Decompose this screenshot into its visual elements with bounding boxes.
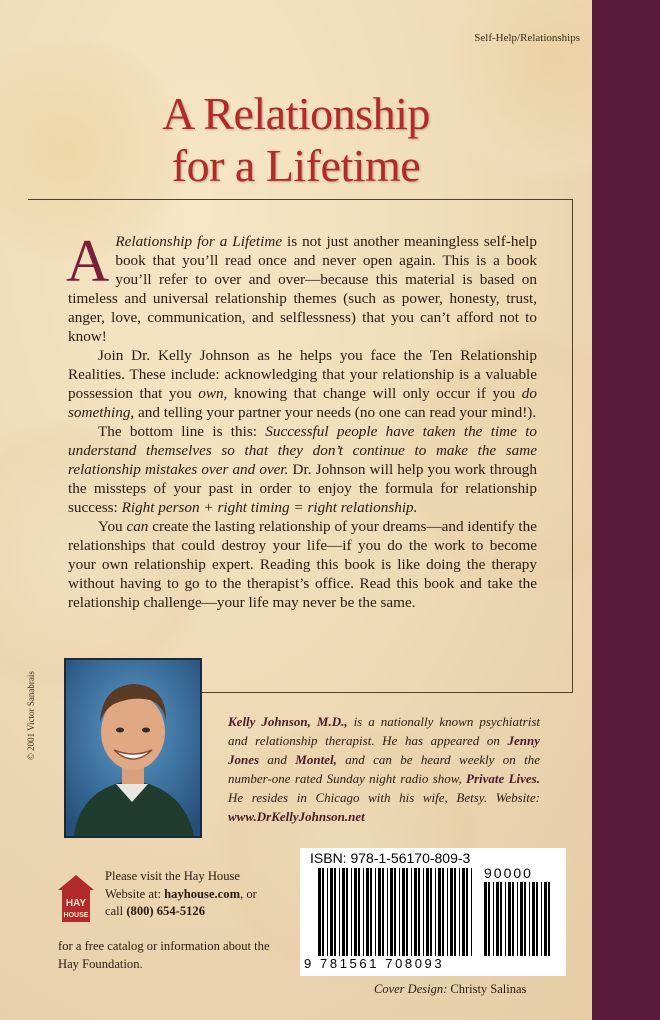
barcode-bar [378, 868, 381, 956]
barcode-bar [322, 868, 324, 956]
bio-text: is a nationally known psychiatrist and relationship therapist. He has appeared on [228, 714, 540, 748]
publisher-info [105, 868, 265, 921]
show-name: Private Lives. [466, 771, 540, 786]
barcode-bar [354, 868, 357, 956]
barcode-bar [346, 868, 348, 956]
barcode-bar [500, 882, 502, 956]
barcode-bar [544, 882, 547, 956]
paragraph-text: create the lasting relationship of your dreams—and identify the relationships that could destroy your life—if you do the work to become your own relationship expert. Reading this book is like doing the therapy without having to go to the therapist’s office. Read this book and take the relationship challenge—your life may never be the same. [68, 518, 537, 611]
isbn-barcode-panel [300, 848, 566, 976]
barcode-bar [548, 882, 550, 956]
barcode-bar [423, 868, 424, 956]
barcode-bar [370, 868, 372, 956]
author-name: Kelly Johnson, M.D., [228, 714, 348, 729]
barcode-bar [418, 868, 420, 956]
barcode-bar [394, 868, 396, 956]
bio-text: He resides in Chicago with his wife, Betsy. Website: [228, 790, 540, 805]
cover-design-label: Cover Design: [374, 982, 448, 996]
price-addon-barcode [484, 882, 550, 956]
barcode-bar [532, 882, 535, 956]
barcode-bar [493, 882, 494, 956]
barcode-bar [454, 868, 456, 956]
cover-designer-name: Christy Salinas [447, 982, 527, 996]
barcode-bar [505, 882, 506, 956]
book-spine [592, 0, 660, 1020]
barcode-bar [430, 868, 432, 956]
emphasis-text: do something, [68, 385, 537, 421]
logo-text-top: HAY [65, 898, 87, 909]
barcode-bar [342, 868, 345, 956]
publisher-text: , or call [105, 886, 257, 918]
show-name: Montel, [295, 752, 337, 767]
barcode-bar [529, 882, 530, 956]
publisher-info-continued: for a free catalog or information about the Hay Foundation. [58, 939, 270, 971]
book-description [66, 228, 538, 612]
emphasis-text: own, [198, 385, 228, 402]
publisher-phone: (800) 654-5126 [126, 904, 206, 918]
author-portrait-illustration [66, 660, 200, 836]
barcode-bar [390, 868, 393, 956]
paragraph-text: Dr. Johnson will help you work through the missteps of your past in order to enjoy the formula for relationship success: [68, 461, 537, 516]
barcode-bar [375, 868, 376, 956]
barcode-bar [334, 868, 336, 956]
title-line-2: for a Lifetime [171, 140, 421, 191]
frame-rule-right [572, 199, 573, 692]
paragraph-text: The bottom line is this: [98, 423, 266, 440]
paragraph-text: Join Dr. Kelly Johnson as he helps you face the Ten Relationship Realities. These include: acknowledging that your relationship is a valuable possession that you [68, 347, 537, 402]
barcode-bar [387, 868, 388, 956]
paragraph-text: and telling your partner your needs (no one can read your mind!). [134, 404, 537, 421]
house-icon [56, 872, 96, 924]
drop-cap: A [66, 228, 110, 294]
bio-text: and can be heard weekly on the number-one rated Sunday night radio show, [228, 752, 541, 786]
barcode-bar [402, 868, 405, 956]
photo-credit: © 2001 Victor Sanabrais [26, 671, 36, 760]
paragraph-text: You [98, 518, 127, 535]
formula-text: Right person + right timing = right relationship. [121, 499, 418, 516]
publisher-website: hayhouse.com [164, 886, 241, 901]
description-paragraph-1 [66, 228, 537, 346]
title-line-1: A Relationship [162, 88, 430, 139]
barcode-bar [488, 882, 490, 956]
emphasis-text: Successful people have taken the time to understand themselves so that they don’t continue to make the same relationship mistakes over and over. [68, 423, 538, 478]
barcode-bar [496, 882, 499, 956]
price-code: 90000 [484, 865, 533, 881]
barcode-bar [466, 868, 468, 956]
barcode-bar [318, 868, 321, 956]
barcode-bar [327, 868, 328, 956]
barcode-bar [363, 868, 364, 956]
barcode-bar [541, 882, 542, 956]
author-bio [228, 712, 540, 826]
emphasis-text: can [126, 518, 149, 535]
hay-house-logo [56, 872, 96, 924]
barcode-bar [508, 882, 511, 956]
description-paragraph-3 [68, 422, 537, 517]
barcode-bar [536, 882, 538, 956]
bio-text: and [259, 752, 296, 767]
barcode-bar [471, 868, 472, 956]
publisher-text: Please visit the Hay House Website at: [105, 869, 241, 901]
description-paragraph-2 [68, 346, 537, 422]
barcode-bar [414, 868, 417, 956]
barcode-bar [435, 868, 436, 956]
barcode-bar [358, 868, 360, 956]
barcode-number: 9 781561 708093 [304, 956, 445, 971]
barcode-bar [462, 868, 465, 956]
paragraph-text: knowing that change will only occur if you [227, 385, 522, 402]
book-title-italic: Relationship for a Lifetime [115, 233, 283, 250]
barcode-bar [442, 868, 444, 956]
barcode-bar [426, 868, 429, 956]
show-name: Jenny Jones [228, 733, 540, 767]
author-website: www.DrKellyJohnson.net [228, 809, 365, 824]
barcode-bar [411, 868, 412, 956]
barcode-bar [399, 868, 400, 956]
barcode-bar [459, 868, 460, 956]
logo-text-bottom: HOUSE [63, 912, 89, 919]
ean-barcode [318, 868, 472, 956]
barcode-bar [520, 882, 523, 956]
barcode-bar [406, 868, 408, 956]
barcode-bar [351, 868, 352, 956]
barcode-bar [450, 868, 453, 956]
author-photo [64, 658, 202, 838]
barcode-bar [330, 868, 333, 956]
barcode-bar [517, 882, 518, 956]
barcode-bar [438, 868, 441, 956]
book-title [0, 88, 592, 192]
barcode-bar [524, 882, 526, 956]
barcode-bar [339, 868, 340, 956]
barcode-bar [382, 868, 384, 956]
isbn-number: ISBN: 978-1-56170-809-3 [310, 850, 471, 866]
barcode-bar [512, 882, 514, 956]
cover-design-credit [374, 982, 526, 997]
barcode-bar [447, 868, 448, 956]
description-paragraph-4 [68, 517, 537, 612]
frame-rule-top [28, 199, 573, 200]
paragraph-text: is not just another meaningless self-help book that you’ll read once and never open again. This is a book you’ll refer to over and over—because this material is based on timeless and universal relationship themes (such as power, honesty, trust, anger, love, communication, and selflessness) that you can’t afford not to know! [68, 233, 537, 345]
category-label: Self-Help/Relationships [474, 32, 580, 44]
barcode-bar [484, 882, 487, 956]
frame-rule-bottom [200, 692, 573, 693]
barcode-bar [366, 868, 369, 956]
